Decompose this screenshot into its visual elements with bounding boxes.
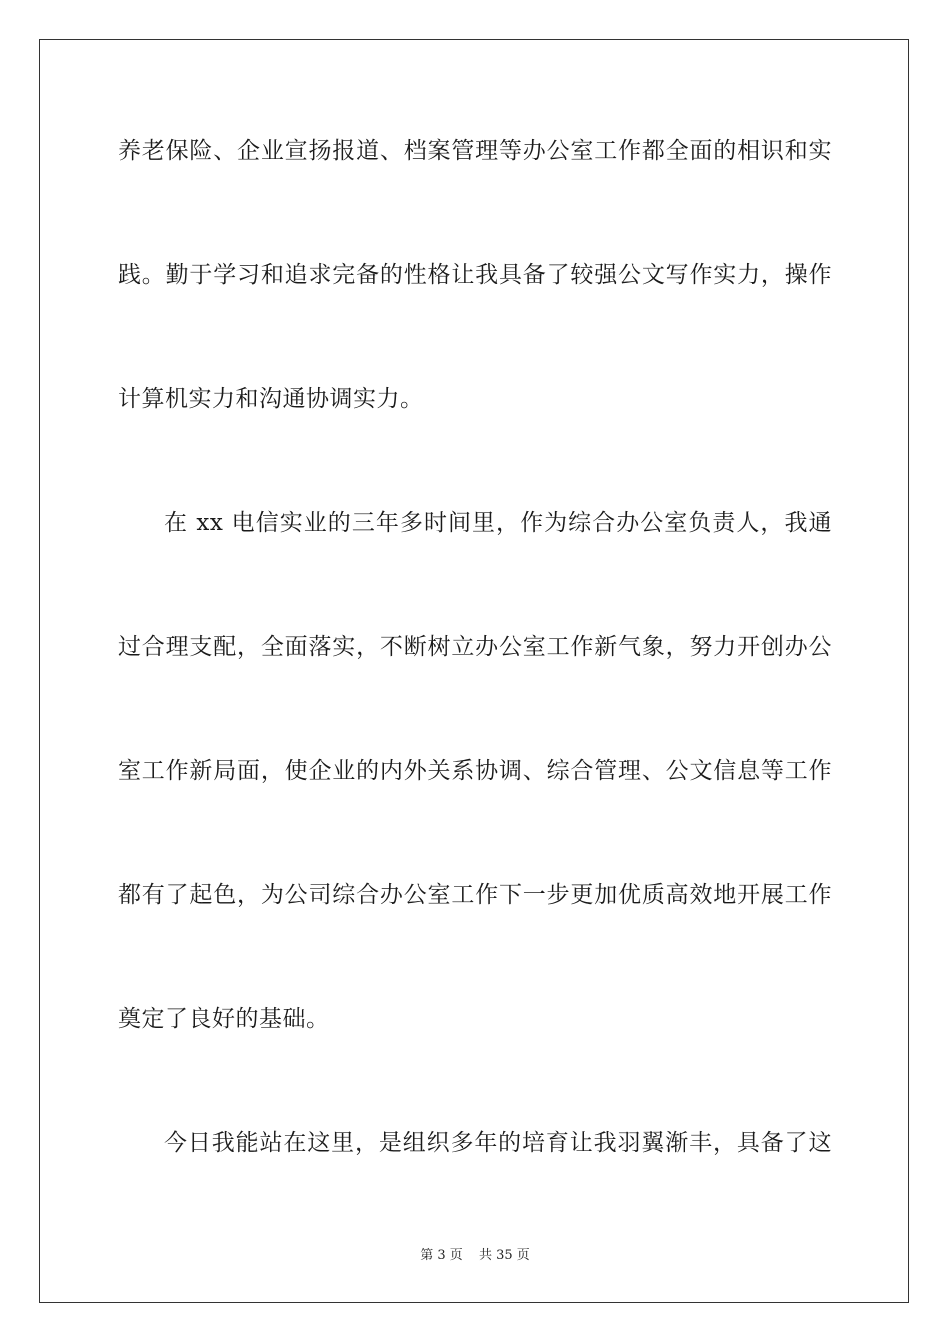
body-text-line-2: 践。勤于学习和追求完备的性格让我具备了较强公文写作实力，操作 (118, 262, 832, 288)
body-text-line-8: 奠定了良好的基础。 (118, 1006, 330, 1032)
body-text-line-6: 室工作新局面，使企业的内外关系协调、综合管理、公文信息等工作 (118, 758, 832, 784)
body-text-line-5: 过合理支配，全面落实，不断树立办公室工作新气象，努力开创办公 (118, 634, 832, 660)
page-frame (39, 39, 909, 1303)
body-text-line-7: 都有了起色，为公司综合办公室工作下一步更加优质高效地开展工作 (118, 882, 832, 908)
body-text-line-4: 在 xx 电信实业的三年多时间里，作为综合办公室负责人，我通 (164, 510, 832, 536)
page-number: 第 3 页 (420, 1248, 463, 1263)
page-footer (0, 1247, 950, 1265)
body-text-line-1: 养老保险、企业宣扬报道、档案管理等办公室工作都全面的相识和实 (118, 138, 832, 164)
page-total: 共 35 页 (478, 1248, 530, 1263)
body-text-line-9: 今日我能站在这里，是组织多年的培育让我羽翼渐丰，具备了这 (164, 1130, 832, 1156)
body-text-line-3: 计算机实力和沟通协调实力。 (118, 386, 424, 412)
